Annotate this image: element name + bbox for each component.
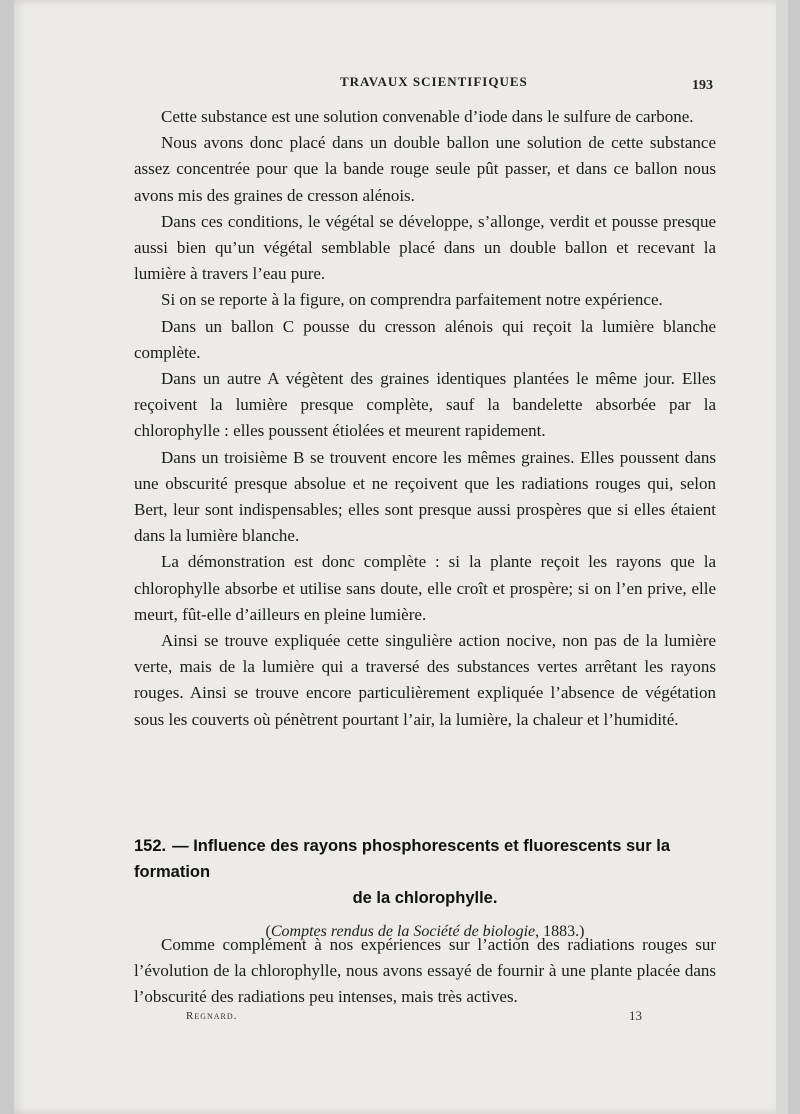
paragraph: Nous avons donc placé dans un double ballon une solution de cette substance assez concentrée pour que la bande rouge seule pût passer, et dans ce ballon nous avons mis des graines de cresson alénois. [134,133,716,205]
closing-text [134,932,716,1011]
paragraph: Dans un autre A végètent des graines identiques plantées le même jour. Elles reçoivent la lumière presque complète, sauf la bandelette absorbée par la chlorophylle : elles poussent étiolées et meurent rapidement. [134,369,716,441]
citation-open: ( [265,923,271,940]
section-number: 152. [134,837,167,855]
paragraph: Si on se reporte à la figure, on comprendra parfaitement notre expérience. [161,290,663,310]
paragraph: Ainsi se trouve expliquée cette singulière action nocive, non pas de la lumière verte, mais de la lumière qui a traversé des substances vertes arrêtant les rayons rouges. Ainsi se trouve encore particulièrement expliquée l’absence de végétation sous les couverts où pénètrent pourtant l’air, la lumière, la chaleur et l’humidité. [134,631,716,729]
page-header [0,74,800,94]
citation-source: Comptes rendus de la Société de biologie [270,923,536,940]
page-number: 193 [692,78,713,93]
page-footer [0,1010,800,1030]
citation-year: , 1883.) [535,923,585,940]
paragraph: Dans un troisième B se trouvent encore les mêmes graines. Elles poussent dans une obscurité presque absolue et ne reçoivent que les radiations rouges qui, selon Bert, leur sont indispensables; elles sont presque aussi prospères que si elles étaient dans la lumière blanche. [134,447,716,546]
body-text [134,104,716,733]
paragraph: Dans ces conditions, le végétal se développe, s’allonge, verdit et pousse presque aussi bien qu’un végétal semblable placé dans un double ballon et recevant la lumière à travers l’eau pure. [134,211,716,284]
section-heading [134,833,716,941]
paragraph: Cette substance est une solution convenable d’iode dans le sulfure de carbone. [161,107,694,126]
running-head: TRAVAUX SCIENTIFIQUES [340,74,528,89]
paragraph: Dans un ballon C pousse du cresson alénois qui reçoit la lumière blanche complète. [134,316,716,362]
closing-paragraph: Comme complément à nos expériences sur l’action des radiations rouges sur l’évolution de la chlorophylle, nous avons essayé de fournir à une plante placée dans l’obscurité des radiations peu intenses, mais très actives. [134,935,716,1007]
section-title [134,833,716,911]
section-title-line1: — Influence des rayons phosphorescents et fluorescents sur la formation [134,837,671,881]
footer-author: Regnard. [186,1010,238,1022]
page-edge-shadow [776,0,788,1114]
footer-signature: 13 [629,1008,642,1023]
section-title-line2: de la chlorophylle. [352,889,498,907]
paragraph: La démonstration est donc complète : si la plante reçoit les rayons que la chlorophylle absorbe et utilise sans doute, elle croît et prospère; si on l’en prive, elle meurt, fût-elle d’ailleurs en pleine lumière. [134,552,716,624]
